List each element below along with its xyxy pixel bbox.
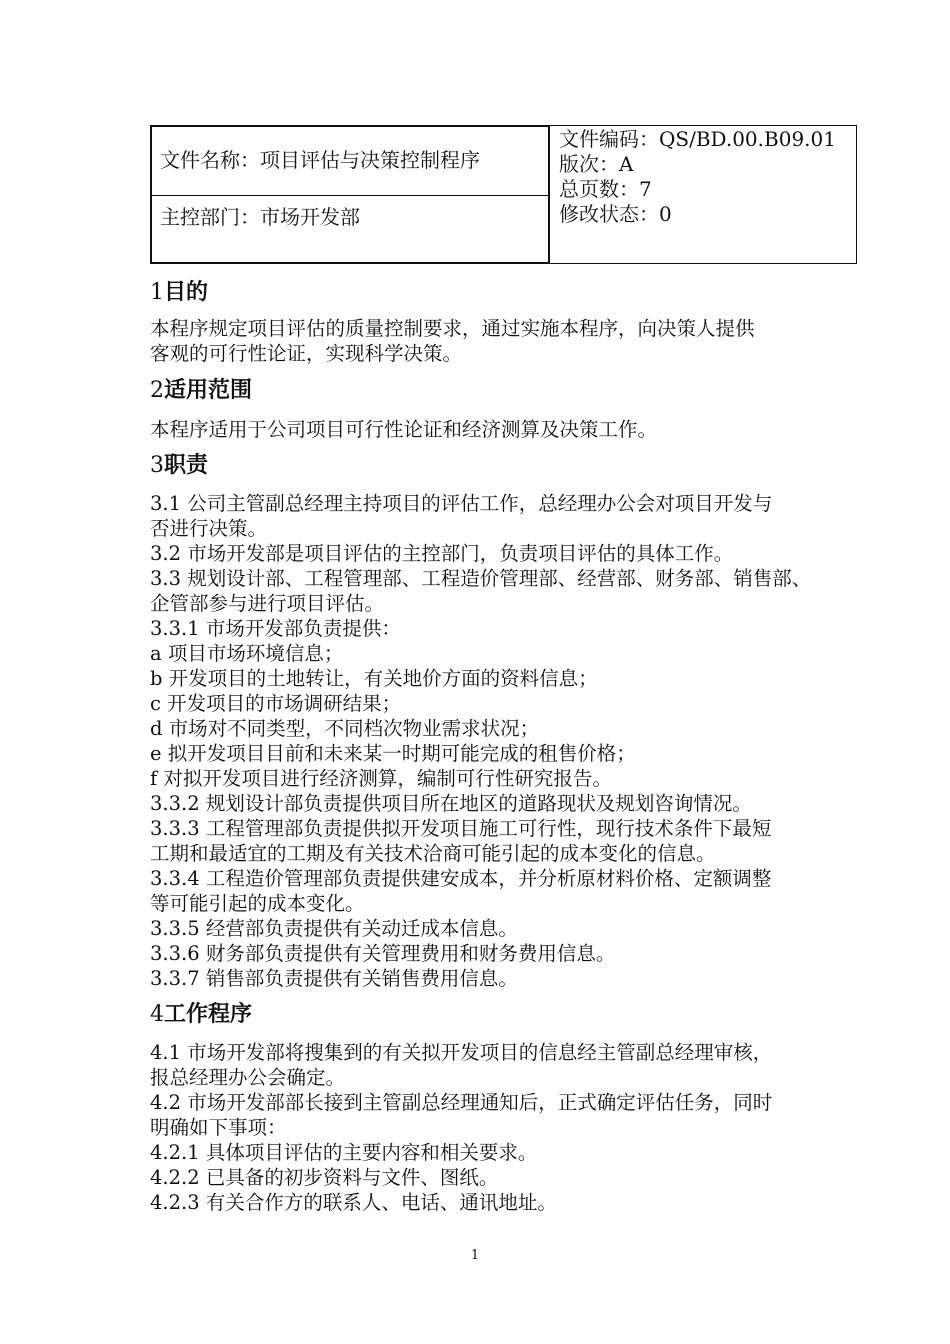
paragraph-line: 4.2.3 有关合作方的联系人、电话、通讯地址。 — [150, 1191, 557, 1214]
paragraph-line: 工期和最适宜的工期及有关技术洽商可能引起的成本变化的信息。 — [150, 842, 716, 865]
paragraph-line: 报总经理办公会确定。 — [150, 1066, 346, 1089]
paragraph-line: 否进行决策。 — [150, 517, 268, 540]
list-item: c 开发项目的市场调研结果； — [150, 692, 402, 715]
paragraph-line: 4.1 市场开发部将搜集到的有关拟开发项目的信息经主管副总经理审核， — [150, 1041, 773, 1064]
file-code: 文件编码：QS/BD.00.B09.01 — [559, 127, 836, 151]
section-number: 4 — [150, 1002, 164, 1027]
paragraph-line: 3.2 市场开发部是项目评估的主控部门，负责项目评估的具体工作。 — [150, 542, 734, 565]
paragraph-line: 3.3.2 规划设计部负责提供项目所在地区的道路现状及规划咨询情况。 — [150, 792, 752, 815]
paragraph-line: 4.2 市场开发部部长接到主管副总经理通知后，正式确定评估任务，同时 — [150, 1091, 773, 1114]
list-item: e 拟开发项目目前和未来某一时期可能完成的租售价格； — [150, 742, 636, 765]
list-item: d 市场对不同类型，不同档次物业需求状况； — [150, 717, 540, 740]
paragraph-line: 本程序规定项目评估的质量控制要求，通过实施本程序，向决策人提供 — [150, 317, 755, 340]
page-number: 1 — [470, 1248, 480, 1263]
document-header-table — [150, 125, 857, 265]
paragraph-line: 3.3 规划设计部、工程管理部、工程造价管理部、经营部、财务部、销售部、 — [150, 567, 812, 590]
paragraph-line: 客观的可行性论证，实现科学决策。 — [150, 342, 463, 365]
paragraph-line: 3.3.4 工程造价管理部负责提供建安成本，并分析原材料价格、定额调整 — [150, 867, 772, 890]
section-title: 目的 — [164, 280, 209, 305]
paragraph-line: 3.3.3 工程管理部负责提供拟开发项目施工可行性，现行技术条件下最短 — [150, 817, 772, 840]
list-item: f 对拟开发项目进行经济测算，编制可行性研究报告。 — [150, 767, 612, 790]
section-title: 适用范围 — [164, 378, 253, 403]
file-name: 文件名称：项目评估与决策控制程序 — [160, 148, 480, 172]
paragraph-line: 企管部参与进行项目评估。 — [150, 592, 385, 615]
paragraph-line: 3.3.7 销售部负责提供有关销售费用信息。 — [150, 967, 518, 990]
section-4-heading — [150, 1001, 252, 1029]
paragraph-line: 3.1 公司主管副总经理主持项目的评估工作，总经理办公会对项目开发与 — [150, 492, 773, 515]
paragraph-line: 3.3.5 经营部负责提供有关动迁成本信息。 — [150, 917, 518, 940]
section-3-heading — [150, 452, 208, 480]
section-number: 2 — [150, 378, 164, 403]
paragraph-line: 3.3.1 市场开发部负责提供： — [150, 617, 401, 640]
section-title: 职责 — [164, 453, 209, 478]
list-item: a 项目市场环境信息； — [150, 642, 344, 665]
section-number: 1 — [150, 280, 164, 305]
header-divider — [150, 195, 548, 196]
section-number: 3 — [150, 453, 164, 478]
paragraph-line: 3.3.6 财务部负责提供有关管理费用和财务费用信息。 — [150, 942, 616, 965]
total-pages: 总页数：7 — [559, 177, 652, 201]
list-item: b 开发项目的土地转让，有关地价方面的资料信息； — [150, 667, 598, 690]
revision-status: 修改状态：0 — [559, 202, 672, 226]
section-title: 工作程序 — [164, 1002, 253, 1027]
paragraph-line: 明确如下事项： — [150, 1116, 287, 1139]
paragraph-line: 4.2.1 具体项目评估的主要内容和相关要求。 — [150, 1141, 538, 1164]
controlling-department: 主控部门：市场开发部 — [160, 205, 360, 229]
paragraph-line: 等可能引起的成本变化。 — [150, 892, 365, 915]
section-2-heading — [150, 377, 252, 405]
section-1-heading — [150, 279, 208, 307]
version: 版次：A — [559, 152, 634, 176]
paragraph-line: 4.2.2 已具备的初步资料与文件、图纸。 — [150, 1166, 499, 1189]
paragraph-line: 本程序适用于公司项目可行性论证和经济测算及决策工作。 — [150, 418, 658, 441]
